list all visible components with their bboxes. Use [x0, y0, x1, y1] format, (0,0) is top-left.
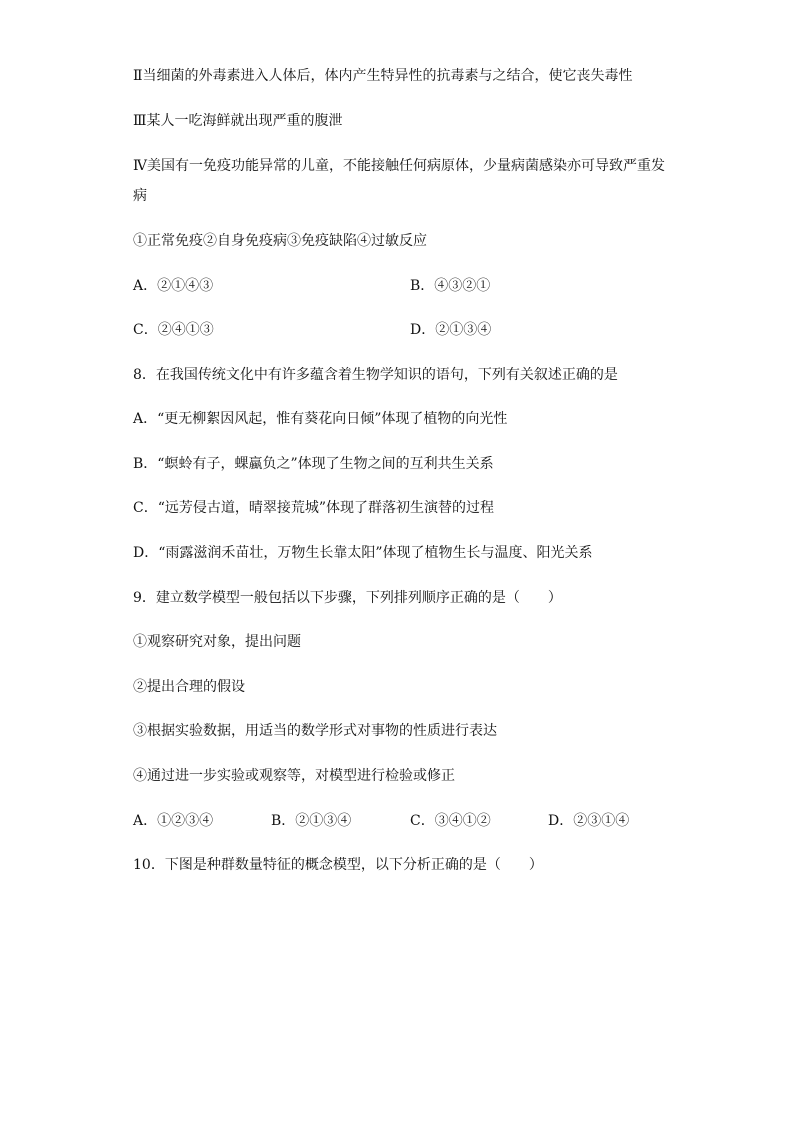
statement-iv: Ⅳ美国有一免疫功能异常的儿童，不能接触任何病原体，少量病菌感染亦可导致严重发 — [133, 158, 665, 174]
q9-option-b: B．②①③④ — [271, 813, 352, 829]
q9-stem: 9．建立数学模型一般包括以下步骤，下列排列顺序正确的是（ ） — [133, 590, 562, 606]
statement-ii: Ⅱ当细菌的外毒素进入人体后，体内产生特异性的抗毒素与之结合，使它丧失毒性 — [133, 68, 633, 84]
q8-option-d: D．“雨露滋润禾苗壮，万物生长靠太阳”体现了植物生长与温度、阳光关系 — [133, 545, 593, 561]
q8-stem: 8．在我国传统文化中有许多蕴含着生物学知识的语句，下列有关叙述正确的是 — [133, 367, 618, 383]
q7-option-b: B．④③②① — [410, 278, 491, 294]
q9-step-3: ③根据实验数据，用适当的数学形式对事物的性质进行表达 — [133, 723, 497, 739]
q9-step-2: ②提出合理的假设 — [133, 679, 245, 695]
q7-option-c: C．②④①③ — [133, 322, 214, 338]
q9-step-1: ①观察研究对象，提出问题 — [133, 634, 301, 650]
q8-option-c: C．“远芳侵古道，晴翠接荒城”体现了群落初生演替的过程 — [133, 500, 495, 516]
statement-iv-continued: 病 — [133, 188, 147, 204]
q7-option-a: A．②①④③ — [133, 278, 214, 294]
q9-option-d: D．②③①④ — [548, 813, 630, 829]
q9-step-4: ④通过进一步实验或观察等，对模型进行检验或修正 — [133, 768, 455, 784]
q8-option-b: B．“螟蛉有子，蜾蠃负之”体现了生物之间的互利共生关系 — [133, 456, 494, 472]
q7-option-d: D．②①③④ — [410, 322, 492, 338]
q9-option-a: A．①②③④ — [133, 813, 214, 829]
q8-option-a: A．“更无柳絮因风起，惟有葵花向日倾”体现了植物的向光性 — [133, 411, 508, 427]
q9-option-c: C．③④①② — [410, 813, 491, 829]
q10-stem: 10．下图是种群数量特征的概念模型，以下分析正确的是（ ） — [133, 857, 543, 873]
category-list: ①正常免疫②自身免疫病③免疫缺陷④过敏反应 — [133, 233, 427, 249]
statement-iii: Ⅲ某人一吃海鲜就出现严重的腹泄 — [133, 113, 343, 129]
